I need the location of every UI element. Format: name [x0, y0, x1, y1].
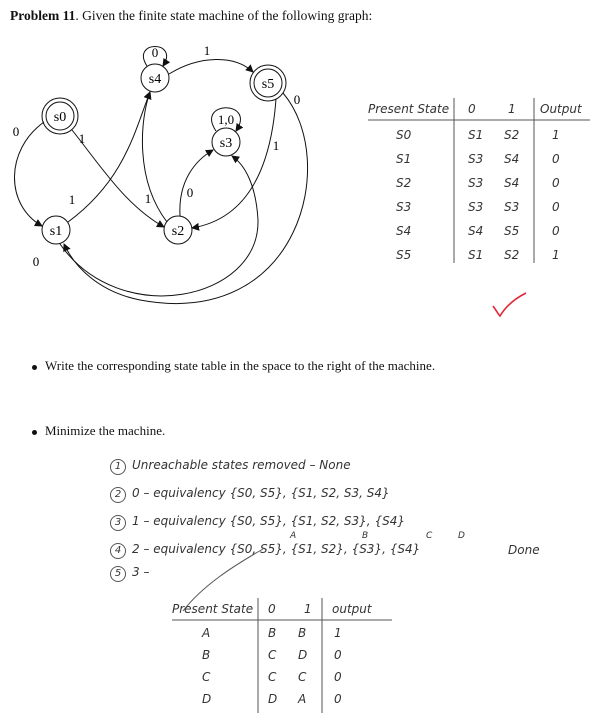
state-diagram	[0, 28, 330, 348]
header-present-state: Present State	[368, 102, 450, 116]
minimized-table	[172, 598, 402, 708]
edge-s4-s5	[169, 59, 253, 74]
edge-label-s2-s3: 0	[186, 185, 194, 200]
node-s2	[164, 216, 192, 244]
node-s4	[141, 64, 169, 92]
edge-s1-s4	[68, 92, 150, 222]
edge-s0-s2	[72, 130, 164, 227]
class-letter-c: C	[426, 531, 433, 541]
table-row: A B B 1	[202, 626, 342, 640]
min-header-0: 0	[268, 602, 276, 616]
class-letter-b: B	[362, 531, 369, 541]
min-header-1: 1	[304, 602, 312, 616]
node-s0	[42, 98, 78, 134]
edge-label-s5-s2: 1	[272, 138, 280, 153]
table-row: C C C 0	[202, 670, 342, 684]
bullet-minimize-text: Minimize the machine.	[45, 423, 166, 438]
node-s4-label: s4	[148, 72, 162, 87]
class-letter-a: A	[290, 531, 297, 541]
edge-label-s1-s4: 1	[68, 192, 76, 207]
header-input-1: 1	[508, 102, 516, 116]
table-row: S2 S3 S4 0	[396, 176, 560, 190]
state-table	[368, 98, 593, 266]
edge-label-s1-s3: 0	[32, 254, 40, 269]
problem-text: . Given the finite state machine of the following graph:	[75, 8, 373, 23]
table-row: B C D 0	[202, 648, 342, 662]
min-header-output: output	[332, 602, 372, 616]
table-row: S4 S4 S5 0	[396, 224, 560, 238]
node-s3-label: s3	[219, 136, 233, 151]
step-3: 3 1 – equivalency {S0, S5}, {S1, S2, S3}, {S4}	[110, 514, 405, 531]
node-s1	[42, 216, 70, 244]
done-label: Done	[508, 543, 540, 557]
node-s2-label: s2	[171, 224, 185, 239]
edge-label-s4-self: 0	[151, 45, 159, 60]
node-s5-label: s5	[261, 77, 275, 92]
step-1: 1 Unreachable states removed – None	[110, 458, 351, 475]
bullet-write-table	[32, 358, 435, 374]
edge-label-s3-self: 1,0	[217, 112, 235, 127]
table-row: S0 S1 S2 1	[396, 128, 560, 142]
step-4: 4 2 – equivalency {S0, S5}, {S1, S2}, {S3}, {S4}	[110, 542, 420, 559]
min-header-present-state: Present State	[172, 602, 254, 616]
check-mark	[490, 290, 530, 320]
class-letter-d: D	[458, 531, 465, 541]
edge-label-s0-s1: 0	[12, 124, 20, 139]
node-s3	[212, 128, 240, 156]
header-output: Output	[540, 102, 582, 116]
bullet-write-table-text: Write the corresponding state table in the space to the right of the machine.	[45, 358, 436, 373]
node-s0-label: s0	[53, 110, 67, 125]
table-row: S5 S1 S2 1	[396, 248, 560, 262]
table-row: S3 S3 S3 0	[396, 200, 560, 214]
table-row: S1 S3 S4 0	[396, 152, 560, 166]
edge-label-s4-s5: 1	[203, 43, 211, 58]
node-s1-label: s1	[49, 224, 63, 239]
edge-label-s0-s2: 1	[78, 131, 86, 146]
edge-label-s5-s1: 0	[293, 92, 301, 107]
problem-label: Problem 11	[10, 8, 76, 23]
problem-statement	[10, 8, 372, 24]
bullet-minimize	[32, 423, 165, 439]
table-row: D D A 0	[202, 692, 342, 706]
edge-s2-s3	[180, 150, 213, 216]
step-2: 2 0 – equivalency {S0, S5}, {S1, S2, S3, S4}	[110, 486, 390, 503]
edge-s1-s3	[60, 156, 258, 296]
edge-label-s2-s4: 1	[144, 191, 152, 206]
header-input-0: 0	[468, 102, 476, 116]
node-s5	[250, 65, 286, 101]
step-5: 5 3 –	[110, 565, 149, 582]
